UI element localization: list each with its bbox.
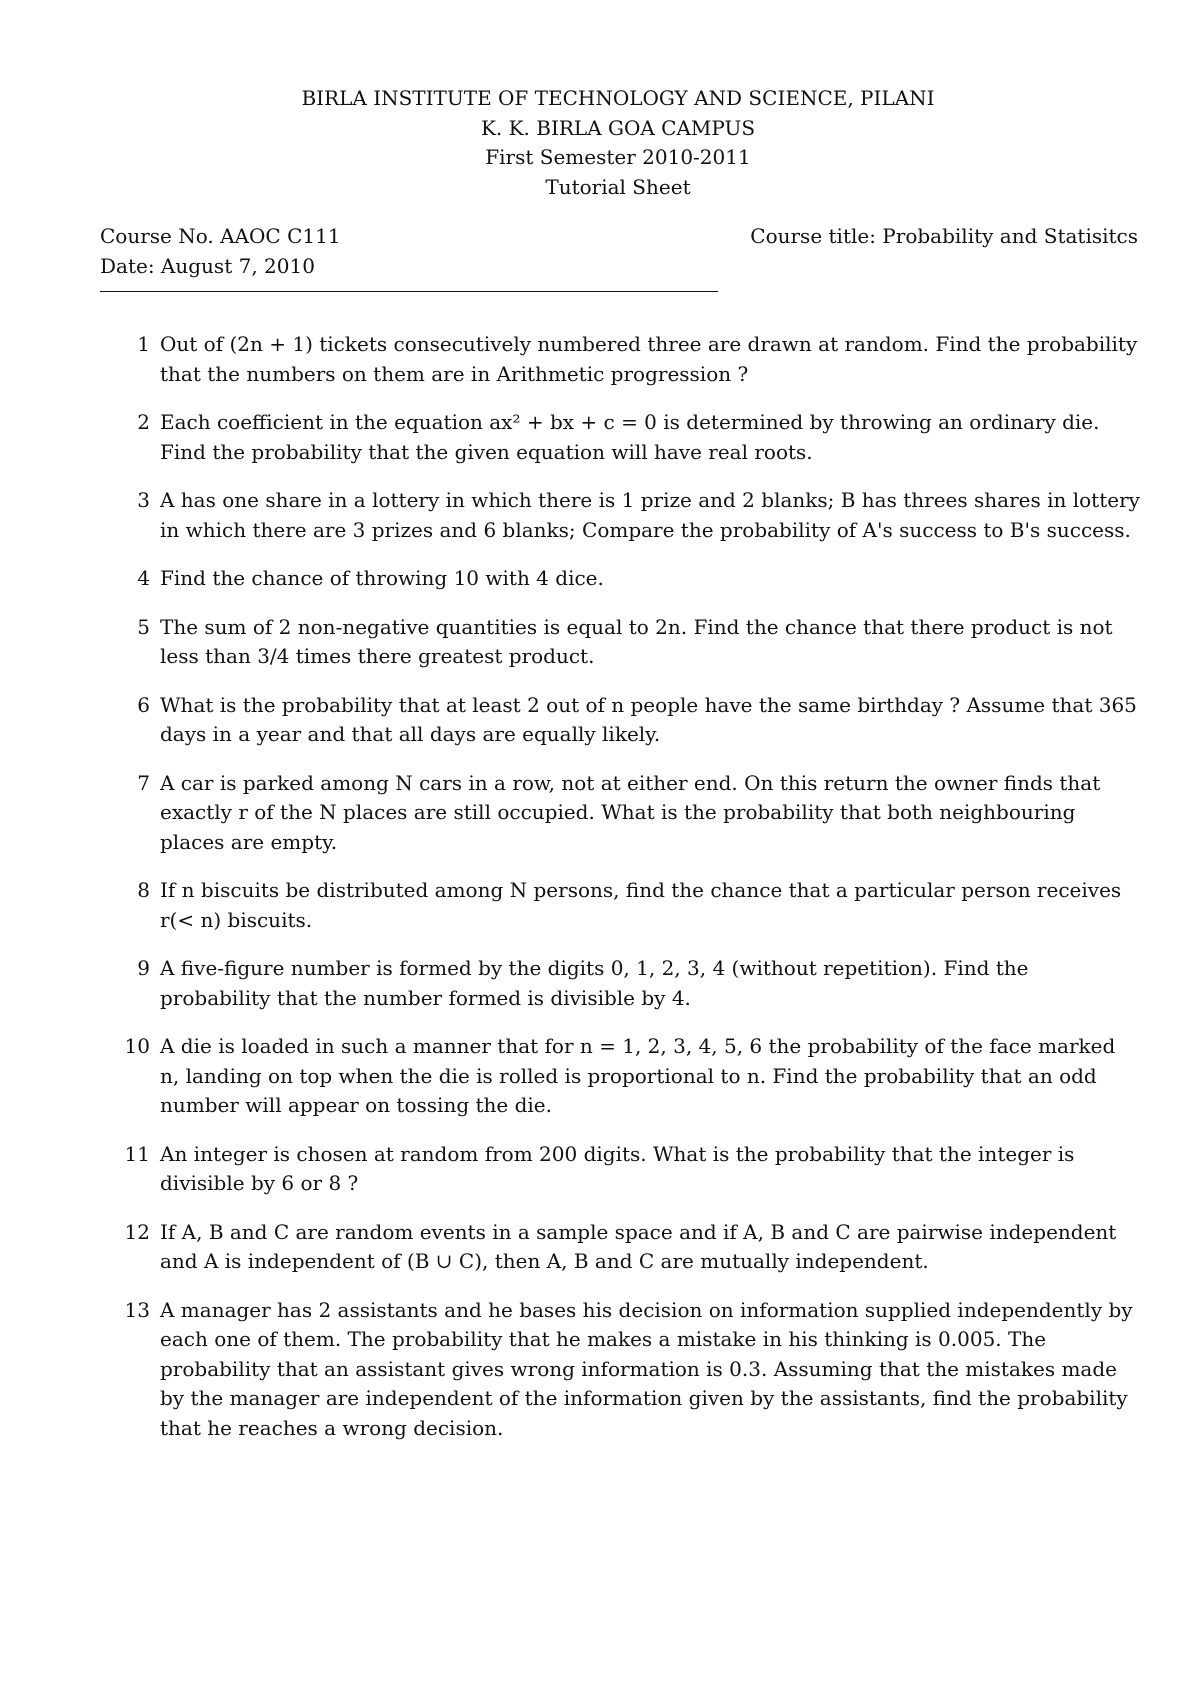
question-item — [112, 1140, 1140, 1199]
question-number: 12 — [124, 1219, 150, 1244]
question-text: A manager has 2 assistants and he bases his decision on information supplied independently by each one of them. The probability that he makes a mistake in his thinking is 0.005. The probability that an assistant gives wrong information is 0.3. Assuming that the mistakes made by the manager are independent of the information given by the assistants, find the probability that he reaches a wrong decision. — [160, 1297, 1133, 1440]
question-item — [112, 1218, 1140, 1277]
question-text: What is the probability that at least 2 out of n people have the same birthday ? Assume that 365 days in a year and that all days are equally likely. — [160, 692, 1137, 746]
question-list — [112, 330, 1140, 1462]
question-item — [112, 408, 1140, 467]
course-date: Date: August 7, 2010 — [100, 253, 315, 278]
question-item — [112, 330, 1140, 389]
question-number: 5 — [137, 614, 150, 639]
semester-label: First Semester 2010-2011 — [485, 145, 751, 169]
question-text: A car is parked among N cars in a row, not at either end. On this return the owner finds that exactly r of the N places are still occupied. What is the probability that both neighbouring places are empty. — [160, 770, 1101, 854]
question-number: 9 — [137, 956, 150, 980]
course-info-left — [100, 222, 341, 281]
question-number: 7 — [137, 770, 150, 795]
institute-name: BIRLA INSTITUTE OF TECHNOLOGY AND SCIENCE, PILANI — [301, 86, 935, 110]
question-text: An integer is chosen at random from 200 digits. What is the probability that the integer is divisible by 6 or 8 ? — [160, 1141, 1075, 1195]
question-item — [112, 876, 1140, 935]
question-text: A five-figure number is formed by the digits 0, 1, 2, 3, 4 (without repetition). Find the probability that the number formed is divisible by 4. — [160, 956, 1029, 1010]
question-item — [112, 954, 1140, 1013]
question-item — [112, 691, 1140, 750]
question-item — [112, 486, 1140, 545]
question-number: 2 — [137, 410, 150, 434]
question-item — [112, 564, 1140, 594]
question-number: 6 — [137, 692, 150, 717]
question-text: The sum of 2 non-negative quantities is equal to 2n. Find the chance that there product is not less than 3/4 times there greatest product. — [160, 614, 1113, 668]
course-info-right — [750, 222, 1138, 252]
campus-name: K. K. BIRLA GOA CAMPUS — [480, 115, 756, 140]
document-header — [0, 84, 1200, 202]
sheet-title: Tutorial Sheet — [545, 174, 691, 199]
question-item — [112, 769, 1140, 858]
course-title: Course title: Probability and Statisitcs — [750, 224, 1138, 248]
question-text: Out of (2n + 1) tickets consecutively numbered three are drawn at random. Find the probability that the numbers on them are in Arithmetic progression ? — [160, 332, 1138, 386]
question-item — [112, 613, 1140, 672]
question-item — [112, 1296, 1140, 1444]
question-number: 13 — [124, 1297, 150, 1322]
question-text: If A, B and C are random events in a sample space and if A, B and C are pairwise independent and A is independent of (B ∪ C), then A, B and C are mutually independent. — [160, 1219, 1117, 1273]
question-number: 10 — [124, 1034, 150, 1058]
question-item — [112, 1032, 1140, 1121]
question-text: Each coefficient in the equation ax² + bx + c = 0 is determined by throwing an ordinary die. Find the probability that the given equation will have real roots. — [160, 410, 1100, 464]
header-divider — [100, 291, 718, 292]
question-number: 4 — [137, 566, 150, 590]
question-number: 3 — [137, 488, 150, 512]
question-text: If n biscuits be distributed among N persons, find the chance that a particular person receives r(< n) biscuits. — [160, 878, 1122, 932]
question-number: 1 — [137, 332, 150, 356]
question-number: 8 — [137, 878, 150, 902]
question-text: Find the chance of throwing 10 with 4 dice. — [160, 566, 604, 590]
course-number: Course No. AAOC C111 — [100, 224, 341, 248]
question-text: A has one share in a lottery in which there is 1 prize and 2 blanks; B has threes shares in lottery in which there are 3 prizes and 6 blanks; Compare the probability of A's success to B's success. — [160, 488, 1140, 542]
question-text: A die is loaded in such a manner that for n = 1, 2, 3, 4, 5, 6 the probability of the face marked n, landing on top when the die is rolled is proportional to n. Find the probability that an odd number will appear on tossing the die. — [160, 1034, 1116, 1117]
question-number: 11 — [124, 1141, 150, 1166]
